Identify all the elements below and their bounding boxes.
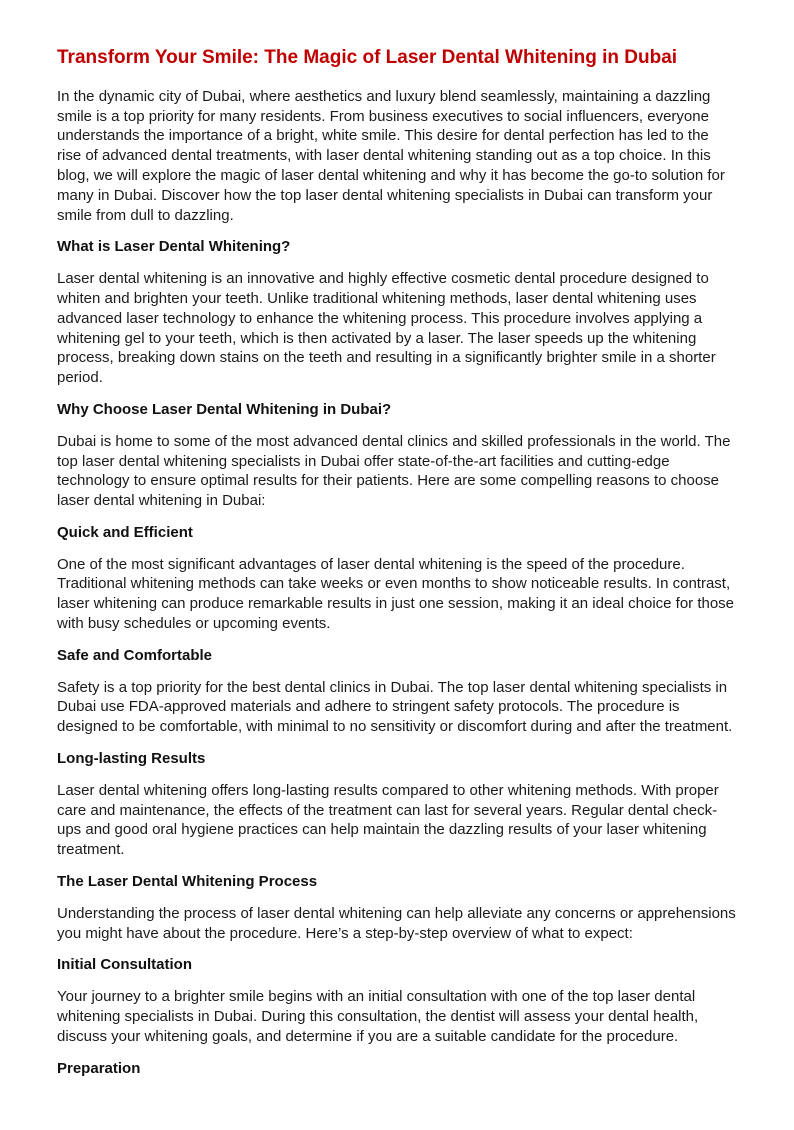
section-paragraph-process: Understanding the process of laser dental whitening can help alleviate any concerns or apprehensions you might have about the procedure. Here’s a step-by-step overview of what to expect:: [57, 904, 736, 942]
intro-paragraph: In the dynamic city of Dubai, where aesthetics and luxury blend seamlessly, maintaining a dazzling smile is a top priority for many residents. From business executives to social influencers, everyone understands the importance of a bright, white smile. This desire for dental perfection has led to the rise of advanced dental treatments, with laser dental whitening standing out as a top choice. In this blog, we will explore the magic of laser dental whitening and why it has become the go-to solution for many in Dubai. Discover how the top laser dental whitening specialists in Dubai can transform your smile from dull to dazzling.: [57, 87, 725, 224]
section-heading-preparation: Preparation: [57, 1059, 141, 1077]
section-heading-why-choose: Why Choose Laser Dental Whitening in Dubai?: [57, 400, 392, 418]
section-paragraph-quick-efficient: One of the most significant advantages of laser dental whitening is the speed of the procedure. Traditional whitening methods can take weeks or even months to show noticeable results. In contrast, laser whitening can produce remarkable results in just one session, making it an ideal choice for those with busy schedules or upcoming events.: [57, 555, 735, 633]
section-paragraph-what-is: Laser dental whitening is an innovative and highly effective cosmetic dental procedure designed to whiten and brighten your teeth. Unlike traditional whitening methods, laser dental whitening uses advanced laser technology to enhance the whitening process. This procedure involves applying a whitening gel to your teeth, which is then activated by a laser. The laser speeds up the whitening process, breaking down stains on the teeth and resulting in a significantly brighter smile in a shorter period.: [57, 270, 716, 387]
section-heading-quick-efficient: Quick and Efficient: [57, 523, 193, 541]
page-title: Transform Your Smile: The Magic of Laser Dental Whitening in Dubai: [57, 47, 678, 68]
section-heading-what-is: What is Laser Dental Whitening?: [57, 238, 291, 256]
section-paragraph-safe-comfortable: Safety is a top priority for the best dental clinics in Dubai. The top laser dental whitening specialists in Dubai use FDA-approved materials and adhere to stringent safety protocols. The procedure is designed to be comfortable, with minimal to no sensitivity or discomfort during and after the treatment.: [57, 678, 733, 736]
section-heading-process: The Laser Dental Whitening Process: [57, 873, 318, 891]
section-paragraph-long-lasting: Laser dental whitening offers long-lasting results compared to other whitening methods. With proper care and maintenance, the effects of the treatment can last for several years. Regular dental check-ups and good oral hygiene practices can help maintain the dazzling results of your laser whitening treatment.: [57, 781, 719, 859]
section-heading-initial-consultation: Initial Consultation: [57, 956, 192, 974]
section-paragraph-why-choose: Dubai is home to some of the most advanced dental clinics and skilled professionals in the world. The top laser dental whitening specialists in Dubai offer state-of-the-art facilities and cutting-edge technology to ensure optimal results for their patients. Here are some compelling reasons to choose laser dental whitening in Dubai:: [57, 432, 731, 510]
section-paragraph-initial-consultation: Your journey to a brighter smile begins with an initial consultation with one of the top laser dental whitening specialists in Dubai. During this consultation, the dentist will assess your dental health, discuss your whitening goals, and determine if you are a suitable candidate for the procedure.: [57, 988, 699, 1045]
section-heading-long-lasting: Long-lasting Results: [57, 750, 206, 768]
section-heading-safe-comfortable: Safe and Comfortable: [57, 646, 213, 664]
